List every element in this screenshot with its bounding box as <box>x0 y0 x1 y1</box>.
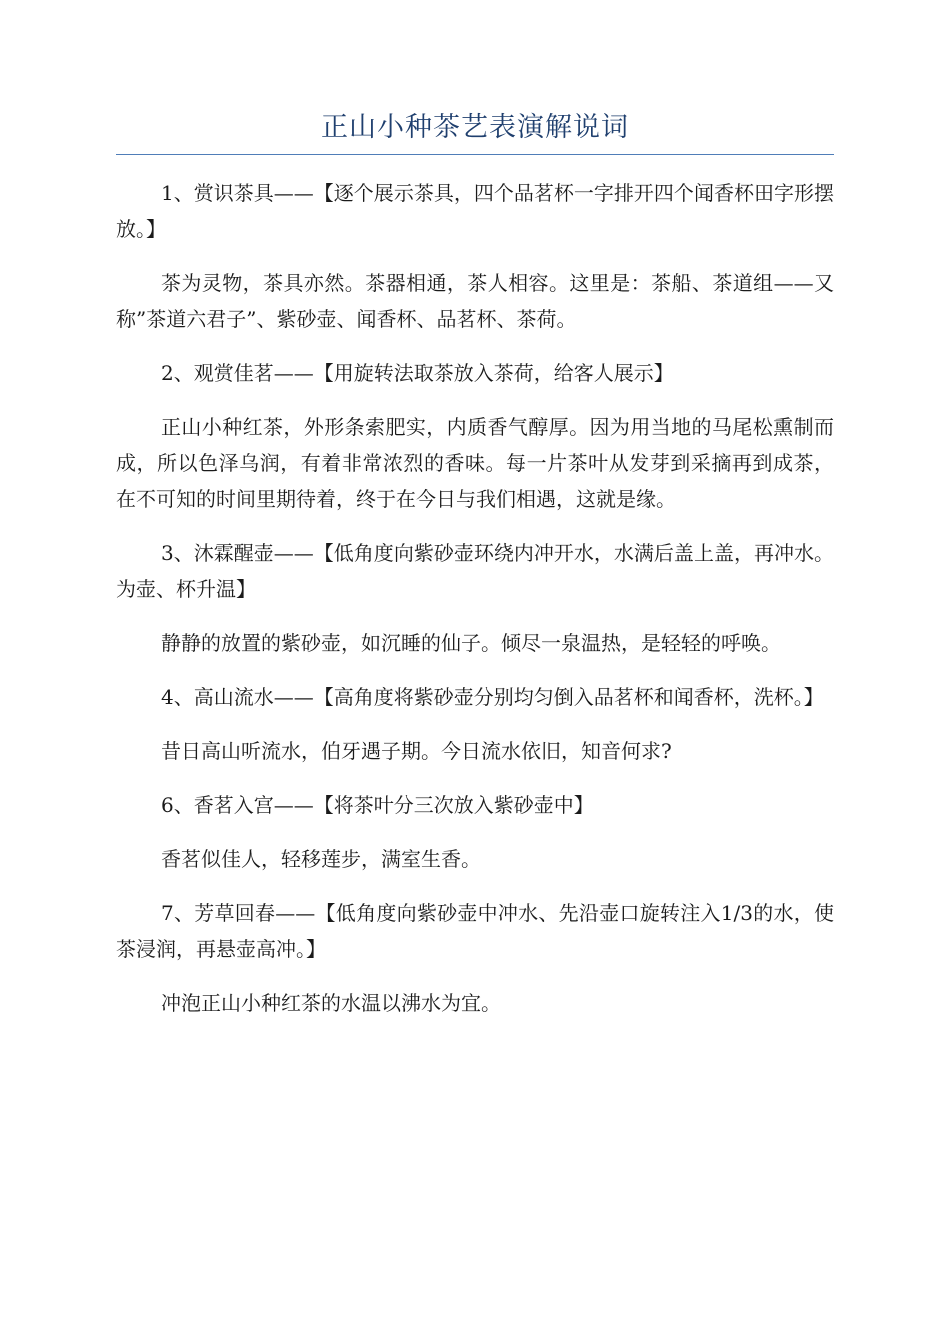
step-2-heading: 2、观赏佳茗——【用旋转法取茶放入茶荷，给客人展示】 <box>161 361 674 385</box>
step-2-narration: 正山小种红茶，外形条索肥实，内质香气醇厚。因为用当地的马尾松熏制而成，所以色泽乌润，有着非常浓烈的香味。每一片茶叶从发芽到采摘再到成茶，在不可知的时间里期待着，终于在今日与我们相遇，这就是缘。 <box>116 415 834 511</box>
step-4-narration: 昔日高山听流水，伯牙遇子期。今日流水依旧，知音何求? <box>161 739 672 763</box>
step-1-narration: 茶为灵物，茶具亦然。茶器相通，茶人相容。这里是：茶船、茶道组——又称”茶道六君子”、紫砂壶、闻香杯、品茗杯、茶荷。 <box>116 271 834 331</box>
document-page <box>116 108 834 1021</box>
step-7-heading: 7、芳草回春——【低角度向紫砂壶中冲水、先沿壶口旋转注入1/3的水，使茶浸润，再悬壶高冲。】 <box>116 901 834 961</box>
document-title: 正山小种茶艺表演解说词 <box>321 112 629 143</box>
step-4-heading: 4、高山流水——【高角度将紫砂壶分别均匀倒入品茗杯和闻香杯，洗杯。】 <box>161 685 824 709</box>
step-6-heading: 6、香茗入宫——【将茶叶分三次放入紫砂壶中】 <box>161 793 594 817</box>
step-7-narration: 冲泡正山小种红茶的水温以沸水为宜。 <box>161 991 501 1015</box>
step-3-narration: 静静的放置的紫砂壶，如沉睡的仙子。倾尽一泉温热，是轻轻的呼唤。 <box>161 631 781 655</box>
step-6-narration: 香茗似佳人，轻移莲步，满室生香。 <box>161 847 481 871</box>
step-3-heading: 3、沐霖醒壶——【低角度向紫砂壶环绕内冲开水，水满后盖上盖，再冲水。为壶、杯升温】 <box>116 541 834 601</box>
title-underline <box>116 154 834 155</box>
step-1-heading: 1、赏识茶具——【逐个展示茶具，四个品茗杯一字排开四个闻香杯田字形摆放。】 <box>116 181 834 241</box>
document-body <box>116 175 834 1021</box>
